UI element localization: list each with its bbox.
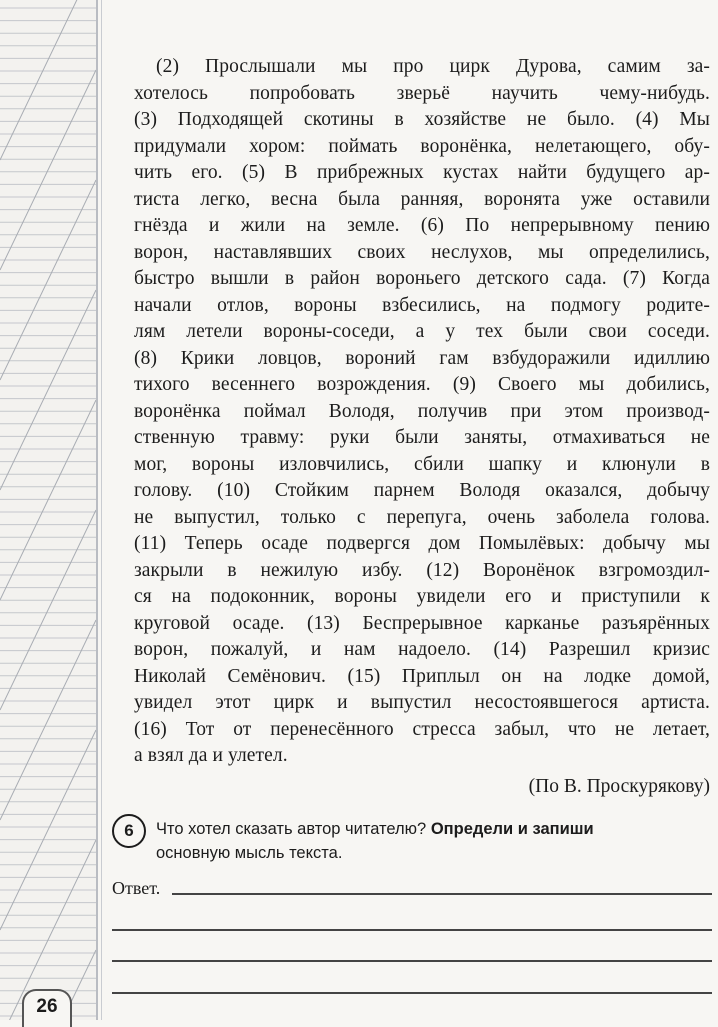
answer-line-1[interactable] [172, 893, 712, 895]
passage-line: хотелось попробовать зверьё научить чему-нибудь. [134, 82, 710, 104]
passage-line: мог, вороны изловчились, сбили шапку и клюнули в [134, 453, 710, 475]
margin-ruling-diagonal [0, 290, 96, 490]
margin-rule-line-inner [101, 0, 102, 1020]
passage-line: чить его. (5) В прибрежных кустах найти будущего ар- [134, 162, 710, 183]
passage-line: быстро вышли в район вороньего детского сада. (7) Когда [134, 268, 710, 289]
task-question-continuation: основную мысль текста. [156, 844, 343, 862]
passage-line: ворон, пожалуй, и нам надоело. (14) Разрешил кризис [134, 639, 710, 660]
passage-line: закрыли в нежилую избу. (12) Воронёнок взгромоздил- [134, 559, 710, 581]
passage-line: гнёзда и жили на земле. (6) По непрерывному пению [134, 215, 710, 236]
passage-line: ся на подоконник, вороны увидели его и приступили к [134, 586, 710, 607]
margin-ruling-diagonal [0, 400, 96, 600]
passage-line: (8) Крики ловцов, вороний гам взбудоражили идиллию [134, 347, 710, 369]
passage-line: (3) Подходящей скотины в хозяйстве не было. (4) Мы [134, 109, 710, 130]
margin-rule-line [96, 0, 98, 1020]
answer-line-4[interactable] [112, 992, 712, 994]
passage-line: (2) Прослышали мы про цирк Дурова, самим за- [156, 56, 710, 77]
passage-line: воронёнка поймал Володя, получив при этом производ- [134, 400, 710, 422]
margin-ruling-diagonal [0, 0, 96, 160]
passage-line: голову. (10) Стойким парнем Володя оказался, добычу [134, 480, 710, 501]
margin-ruling-lines [0, 0, 96, 1020]
passage-line: лям летели вороны-соседи, а у тех были свои соседи. [134, 321, 710, 342]
task-question [156, 817, 712, 865]
passage-line: придумали хором: поймать воронёнка, нелетающего, обу- [134, 135, 710, 157]
passage-line: увидел этот цирк и выпустил несостоявшегося артиста. [134, 692, 710, 713]
passage [134, 54, 710, 800]
task-question-bold: Определи и запиши [430, 820, 594, 838]
task-question-plain: Что хотел сказать автор читателю? [156, 820, 431, 838]
passage-line: (16) Тот от перенесённого стресса забыл, что не летает, [134, 718, 710, 740]
page-margin-ruling [0, 0, 96, 1020]
margin-ruling-diagonal [0, 730, 96, 930]
passage-line: не выпустил, только с перепуга, очень заболела голова. [134, 506, 710, 528]
margin-ruling-diagonal [0, 70, 96, 270]
margin-ruling-diagonal [0, 510, 96, 710]
margin-ruling-diagonal [0, 620, 96, 820]
page-number: 26 [36, 996, 58, 1017]
passage-line: начали отлов, вороны взбесились, на подмогу родите- [134, 294, 710, 316]
answer-label: Ответ. [112, 878, 161, 898]
passage-line: (11) Теперь осаде подвергся дом Помылёвых: добычу мы [134, 533, 710, 554]
passage-attribution: (По В. Проскурякову) [528, 775, 710, 797]
answer-line-3[interactable] [112, 960, 712, 962]
answer-line-2[interactable] [112, 929, 712, 931]
passage-line: тиста легко, весна была ранняя, воронята уже оставили [134, 188, 710, 210]
task-number-badge: 6 [112, 814, 146, 848]
passage-line: а взял да и улетел. [134, 745, 288, 766]
passage-line: тихого весеннего возрождения. (9) Своего мы добились, [134, 374, 710, 395]
passage-line: ственную травму: руки были заняты, отмахиваться не [134, 427, 710, 448]
passage-line: Николай Семёнович. (15) Приплыл он на лодке домой, [134, 665, 710, 687]
passage-line: ворон, наставлявших своих неслухов, мы определились, [134, 241, 710, 263]
passage-line: круговой осаде. (13) Беспрерывное карканье разъярённых [134, 612, 710, 634]
